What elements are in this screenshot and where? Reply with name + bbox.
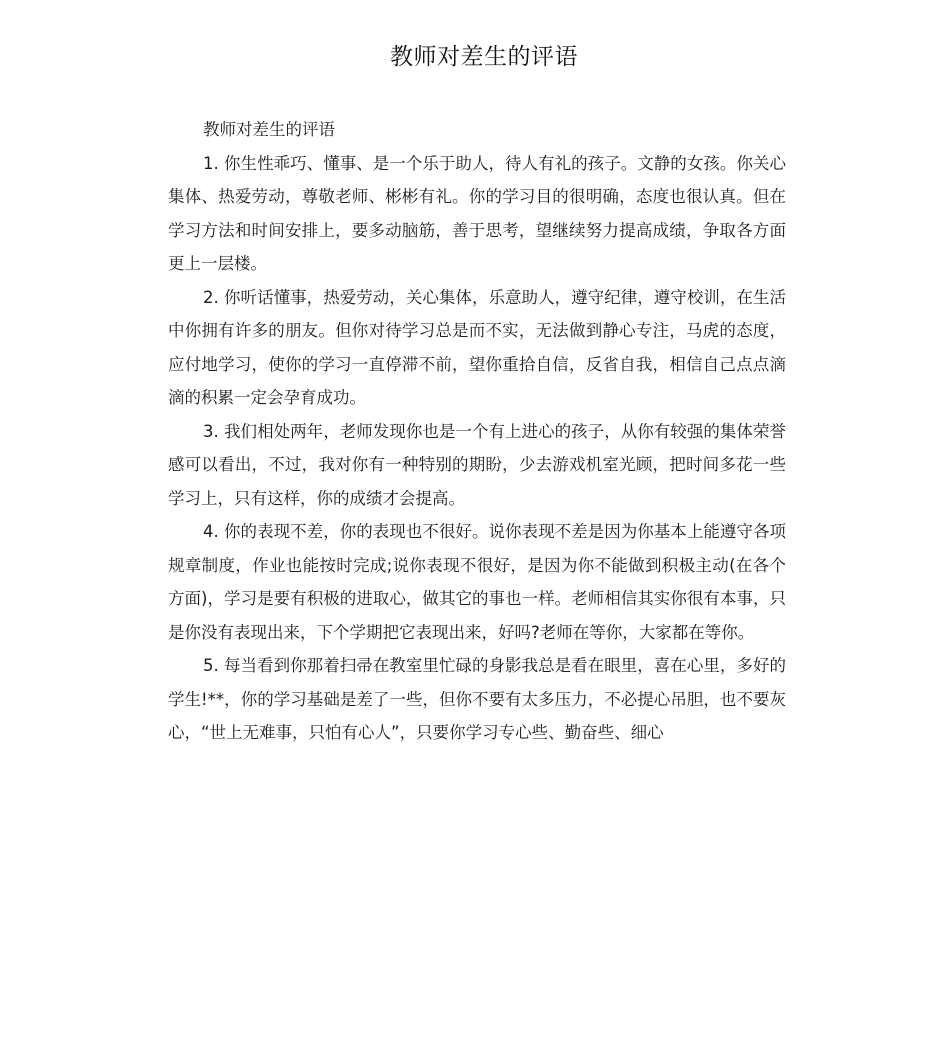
paragraph-heading: 教师对差生的评语 — [203, 120, 335, 139]
paragraph-comment-4: 4. 你的表现不差，你的表现也不很好。说你表现不差是因为你基本上能遵守各项规章制度，作业也能按时完成;说你表现不很好，是因为你不能做到积极主动(在各个方面)，学习是要有积极的进取心，做其它的事也一样。老师相信其实你很有本事，只是你没有表现出来，下个学期把它表现出来，好吗?老师在等你，大家都在等你。 — [168, 522, 786, 642]
document-title: 教师对差生的评语 — [390, 44, 578, 70]
paragraph-comment-2: 2. 你听话懂事，热爱劳动，关心集体，乐意助人，遵守纪律，遵守校训，在生活中你拥有许多的朋友。但你对待学习总是而不实，无法做到静心专注，马虎的态度，应付地学习，使你的学习一直停滞不前，望你重拾自信，反省自我，相信自己点点滴滴的积累一定会孕育成功。 — [168, 287, 786, 407]
paragraph-comment-3: 3. 我们相处两年，老师发现你也是一个有上进心的孩子，从你有较强的集体荣誉感可以看出，不过，我对你有一种特别的期盼，少去游戏机室光顾，把时间多花一些学习上，只有这样，你的成绩才会提高。 — [168, 421, 786, 508]
paragraph-comment-5: 5. 每当看到你那着扫帚在教室里忙碌的身影我总是看在眼里，喜在心里，多好的学生!**，你的学习基础是差了一些，但你不要有太多压力，不必提心吊胆，也不要灰心，“世上无难事，只怕有心人”，只要你学习专心些、勤奋些、细心 — [168, 656, 786, 742]
paragraph-comment-1: 1. 你生性乖巧、懂事、是一个乐于助人，待人有礼的孩子。文静的女孩。你关心集体、热爱劳动，尊敬老师、彬彬有礼。你的学习目的很明确，态度也很认真。但在学习方法和时间安排上，要多动脑筋，善于思考，望继续努力提高成绩，争取各方面更上一层楼。 — [168, 153, 786, 273]
document-body — [168, 113, 786, 750]
